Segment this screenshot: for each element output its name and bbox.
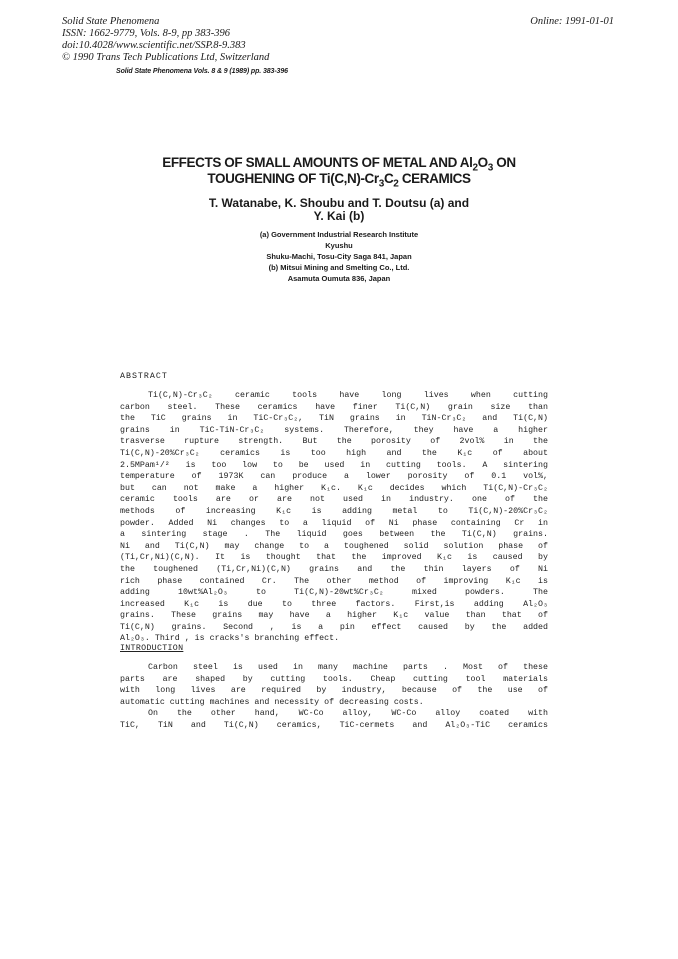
abstract-line: rich phase contained Cr. The other method of improving K₁c is: [120, 576, 548, 586]
abstract-line: powder. Added Ni changes to a liquid of Ni phase containing Cr in: [120, 518, 548, 528]
abstract-line: trasverse rupture strength. But the porosity of 2vol% in the: [120, 437, 548, 447]
abstract-line: the TiC grains in TiC-Cr₃C₂, TiN grains in TiN-Cr₃C₂ and Ti(C,N): [120, 414, 548, 424]
abstract-line: carbon steel. These ceramics have finer Ti(C,N) grain size than: [120, 402, 548, 412]
introduction-line: with long lives are required by industry, because of the use of: [120, 686, 548, 696]
abstract-line: temperature of 1973K can produce a lower porosity of 0.1 vol%,: [120, 472, 548, 482]
title-text: TOUGHENING OF Ti(C,N)-Cr: [207, 171, 379, 186]
abstract-line: Ti(C,N) grains. Second , is a pin effect caused by the added: [120, 622, 548, 632]
paper-title-line-2: [0, 171, 678, 193]
abstract-line: but can not make a higher K₁c. K₁c decides which Ti(C,N)-Cr₃C₂: [120, 483, 548, 493]
abstract-line: grains in TiC-TiN-Cr₃C₂ systems. Therefore, they have a higher: [120, 425, 548, 435]
title-subscript: 3: [487, 162, 493, 174]
introduction-line: On the other hand, WC-Co alloy, WC-Co alloy coated with: [148, 709, 548, 719]
title-subscript: 3: [378, 178, 384, 190]
abstract-line: the toughened (Ti,Cr,Ni)(C,N) grains and the thin layers of Ni: [120, 564, 548, 574]
introduction-body: [120, 662, 548, 732]
abstract-body: [120, 390, 548, 645]
title-text: C: [383, 171, 394, 186]
abstract-line: a sintering stage . The liquid goes between the Ti(C,N) grains.: [120, 530, 548, 540]
abstract-line: Al₂O₃. Third , is cracks's branching effect.: [120, 634, 340, 644]
affiliation-line: Kyushu: [325, 241, 353, 250]
journal-metadata: [62, 16, 269, 64]
title-text: CERAMICS: [398, 171, 471, 186]
abstract-line: (Ti,Cr,Ni)(C,N). It is thought that the improved K₁c is caused by: [120, 553, 548, 563]
abstract-line: Ni and Ti(C,N) may change to a toughened solid solution phase of: [120, 541, 548, 551]
abstract-line: Ti(C,N)-Cr₃C₂ ceramic tools have long lives when cutting: [148, 391, 548, 400]
title-subscript: 2: [472, 162, 478, 174]
abstract-line: grains. These grains may have a higher K₁c value than that of: [120, 611, 548, 621]
title-text: O: [477, 155, 488, 170]
volume-line: Solid State Phenomena Vols. 8 & 9 (1989) pp. 383-396: [116, 68, 288, 75]
title-subscript: 2: [393, 178, 399, 190]
abstract-line: increased K₁c is due to three factors. First,is adding Al₂O₃: [120, 599, 548, 609]
abstract-line: methods of increasing K₁c is adding metal to Ti(C,N)-20%Cr₃C₂: [120, 506, 548, 516]
online-date: Online: 1991-01-01: [530, 16, 614, 27]
authors-line-2: Y. Kai (b): [313, 209, 365, 223]
abstract-heading: ABSTRACT: [120, 372, 168, 381]
authors-line-1: T. Watanabe, K. Shoubu and T. Doutsu (a) and: [208, 196, 470, 210]
introduction-line: Carbon steel is used in many machine parts . Most of these: [148, 663, 548, 672]
abstract-line: adding 10wt%Al₂O₃ to Ti(C,N)-20wt%Cr₃C₂ mixed powders. The: [120, 588, 548, 598]
doi-line: doi:10.4028/www.scientific.net/SSP.8-9.383: [62, 40, 246, 51]
affiliation-line: Shuku-Machi, Tosu-City Saga 841, Japan: [266, 252, 412, 261]
journal-name: Solid State Phenomena: [62, 16, 160, 27]
introduction-line: automatic cutting machines and necessity of decreasing costs.: [120, 697, 424, 707]
title-text: ON: [492, 155, 516, 170]
introduction-line: TiC, TiN and Ti(C,N) ceramics, TiC-cermets and Al₂O₃-TiC ceramics: [120, 720, 548, 730]
abstract-line: Ti(C,N)-20%Cr₃C₂ ceramics is too high and the K₁c of about: [120, 448, 548, 458]
introduction-heading: INTRODUCTION: [120, 644, 184, 653]
affiliation-line: (b) Mitsui Mining and Smelting Co., Ltd.: [268, 263, 410, 272]
abstract-line: 2.5MPam¹/² is too low to be used in cutting tools. A sintering: [120, 460, 548, 470]
abstract-line: ceramic tools are or are not used in industry. one of the: [120, 495, 548, 505]
copyright-line: © 1990 Trans Tech Publications Ltd, Switzerland: [62, 52, 270, 63]
introduction-line: parts are shaped by cutting tools. Cheap cutting tool materials: [120, 674, 548, 684]
affiliation-line: (a) Government Industrial Research Institute: [259, 230, 419, 239]
affiliation-line: Asamuta Oumuta 836, Japan: [287, 274, 391, 283]
title-text: EFFECTS OF SMALL AMOUNTS OF METAL AND Al: [162, 155, 473, 170]
issn-line: ISSN: 1662-9779, Vols. 8-9, pp 383-396: [62, 28, 230, 39]
